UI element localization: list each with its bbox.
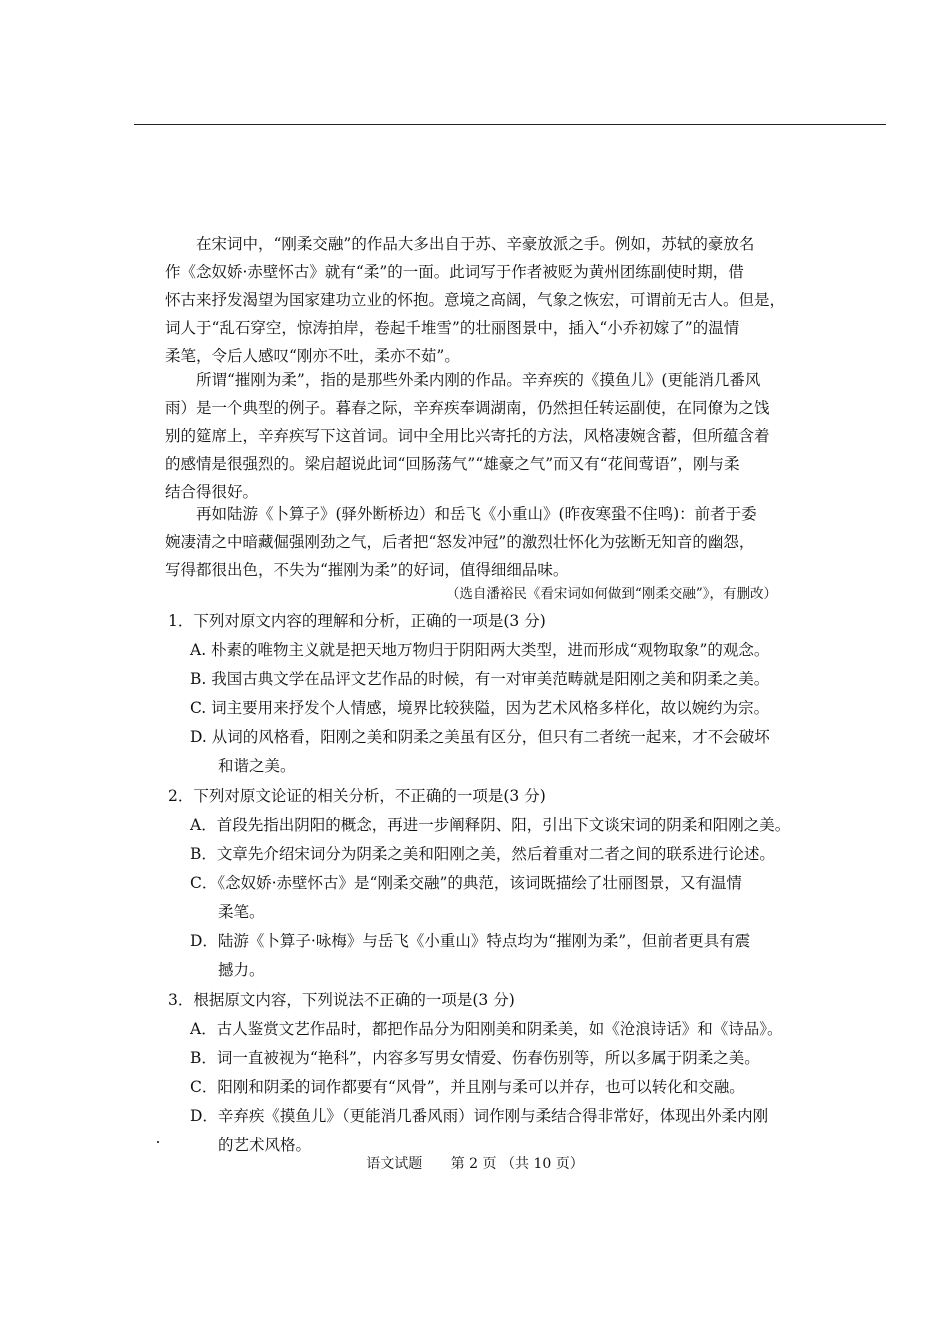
- option-text: D．陆游《卜算子·咏梅》与岳飞《小重山》特点均为“摧刚为柔”，但前者更具有震: [190, 932, 751, 950]
- passage-paragraph-1: [165, 230, 785, 370]
- footer-subject: 语文试题: [366, 1156, 423, 1172]
- question-list: [168, 606, 791, 1160]
- question-stem: 1．下列对原文内容的理解和分析，正确的一项是(3 分): [168, 612, 546, 630]
- option-text: A. 朴素的唯物主义就是把天地万物归于阴阳两大类型，进而形成“观物取象”的观念。: [190, 641, 770, 659]
- option-text: B．词一直被视为“艳科”，内容多写男女情爱、伤春伤别等，所以多属于阴柔之美。: [190, 1049, 760, 1067]
- option-text: C．《念奴娇·赤壁怀古》是“刚柔交融”的典范，该词既描绘了壮丽图景，又有温情: [190, 874, 742, 892]
- option-text: C．阳刚和阴柔的词作都要有“风骨”，并且刚与柔可以并存，也可以转化和交融。: [190, 1078, 745, 1096]
- option-text: A．古人鉴赏文艺作品时，都把作品分为阳刚美和阴柔美，如《沧浪诗话》和《诗品》。: [190, 1020, 783, 1038]
- option-c: [168, 694, 788, 723]
- footer-page-number: 第 2 页 （共 10 页）: [450, 1156, 584, 1172]
- passage-paragraph-3: [165, 500, 785, 584]
- text-line: 别的筵席上，辛弃疾写下这首词。词中全用比兴寄托的方法，风格凄婉含蓄，但所蕴含着: [165, 427, 770, 445]
- option-c: [168, 869, 788, 927]
- question-3: [168, 985, 788, 1160]
- text-line: 的感情是很强烈的。梁启超说此词“回肠荡气”“雄豪之气”而又有“花间莺语”，刚与柔: [165, 455, 740, 473]
- question-stem: 2．下列对原文论证的相关分析，不正确的一项是(3 分): [168, 787, 546, 805]
- passage-source: （选自潘裕民《看宋词如何做到“刚柔交融”》，有删改）: [445, 586, 777, 602]
- option-text: B．文章先介绍宋词分为阴柔之美和阳刚之美，然后着重对二者之间的联系进行论述。: [190, 845, 775, 863]
- option-text-continued: 的艺术风格。: [218, 1136, 312, 1154]
- text-line: 词人于“乱石穿空，惊涛拍岸，卷起千堆雪”的壮丽图景中，插入“小乔初嫁了”的温情: [165, 319, 740, 337]
- text-line: 再如陆游《卜算子》(驿外断桥边）和岳飞《小重山》(昨夜寒蛩不住鸣)：前者于委: [196, 505, 757, 523]
- option-a: [168, 636, 788, 665]
- option-b: [168, 1044, 788, 1073]
- text-line: 怀古来抒发渴望为国家建功立业的怀抱。意境之高阔，气象之恢宏，可谓前无古人。但是，: [165, 291, 786, 309]
- text-line: 婉凄清之中暗藏倔强刚劲之气，后者把“怒发冲冠”的激烈壮怀化为弦断无知音的幽怨，: [165, 533, 755, 551]
- option-a: [168, 1015, 788, 1044]
- question-2: [168, 781, 791, 985]
- option-text-continued: 撼力。: [218, 961, 265, 979]
- text-line: 柔笔，令后人感叹“刚亦不吐，柔亦不茹”。: [165, 347, 460, 365]
- option-text-continued: 和谐之美。: [218, 757, 296, 775]
- option-text: B. 我国古典文学在品评文艺作品的时候，有一对审美范畴就是阳刚之美和阴柔之美。: [190, 670, 770, 688]
- option-text: D．辛弃疾《摸鱼儿》（更能消几番风雨）词作刚与柔结合得非常好，体现出外柔内刚: [190, 1107, 769, 1125]
- option-text: C. 词主要用来抒发个人情感，境界比较狭隘，因为艺术风格多样化，故以婉约为宗。: [190, 699, 770, 717]
- header-rule: [134, 124, 886, 125]
- option-d: [168, 927, 788, 985]
- text-line: 所谓“摧刚为柔”，指的是那些外柔内刚的作品。辛弃疾的《摸鱼儿》(更能消几番风: [196, 371, 761, 389]
- passage-paragraph-2: [165, 366, 785, 506]
- option-c: [168, 1073, 788, 1102]
- option-text: A．首段先指出阴阳的概念，再进一步阐释阴、阳，引出下文谈宋词的阴柔和阳刚之美。: [190, 816, 791, 834]
- option-d: [168, 1102, 788, 1160]
- text-line: 写得都很出色，不失为“摧刚为柔”的好词，值得细细品味。: [165, 561, 569, 579]
- text-line: 作《念奴娇·赤壁怀古》就有“柔”的一面。此词写于作者被贬为黄州团练副使时期，借: [165, 263, 744, 281]
- option-d: [168, 723, 788, 781]
- question-stem: 3．根据原文内容，下列说法不正确的一项是(3 分): [168, 991, 515, 1009]
- page-footer: [0, 1153, 950, 1175]
- option-text: D. 从词的风格看，阳刚之美和阴柔之美虽有区分，但只有二者统一起来，才不会破坏: [190, 728, 770, 746]
- text-line: 结合得很好。: [165, 483, 259, 501]
- question-1: [168, 606, 788, 781]
- option-a: [168, 811, 791, 840]
- text-line: 在宋词中，“刚柔交融”的作品大多出自于苏、辛豪放派之手。例如，苏轼的豪放名: [196, 235, 755, 253]
- option-text-continued: 柔笔。: [218, 903, 265, 921]
- option-b: [168, 840, 788, 869]
- option-b: [168, 665, 788, 694]
- text-line: 雨）是一个典型的例子。暮春之际，辛弃疾奉调湖南，仍然担任转运副使，在同僚为之饯: [165, 399, 770, 417]
- scan-speck: [157, 1141, 159, 1143]
